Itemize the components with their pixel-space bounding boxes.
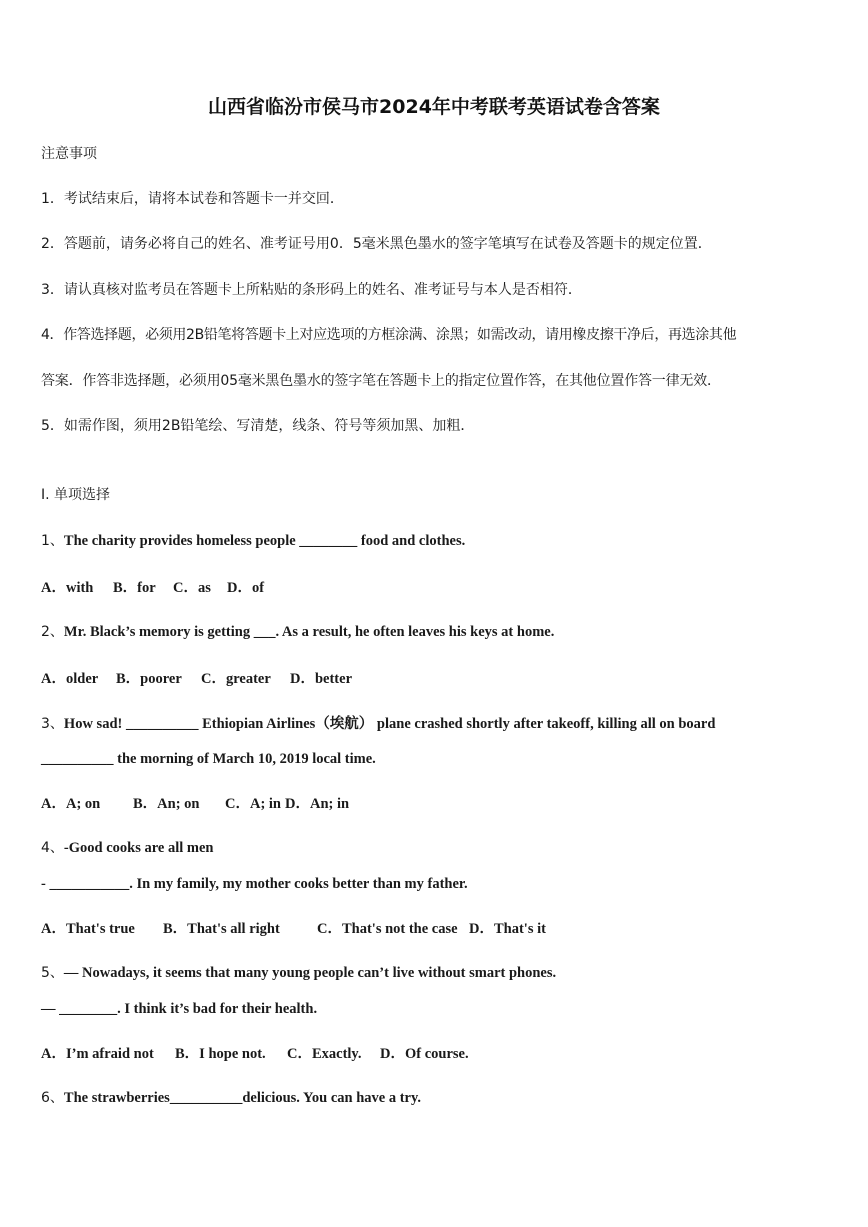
question-6 xyxy=(41,1087,421,1107)
option-b: B．That's all right xyxy=(163,921,280,937)
option-b: B．poorer xyxy=(116,671,182,687)
notice-item-2: 2．答题前，请务必将自己的姓名、准考证号用0．5毫米黑色墨水的签字笔填写在试卷及答题卡的规定位置． xyxy=(41,236,712,252)
notice-item-3: 3．请认真核对监考员在答题卡上所粘贴的条形码上的姓名、准考证号与本人是否相符． xyxy=(41,282,582,298)
option-a: A．A; on xyxy=(41,796,101,812)
question-text: Mr. Black’s memory is getting ___. As a result, he often leaves his keys at home. xyxy=(63,624,555,640)
question-number: 6、 xyxy=(41,1090,64,1106)
question-1-options xyxy=(41,576,264,597)
option-a: A．with xyxy=(41,580,94,596)
option-c: C．Exactly. xyxy=(287,1046,362,1062)
question-3 xyxy=(41,712,715,733)
option-c: C．as xyxy=(173,580,211,596)
option-d: D．An; in xyxy=(285,796,350,812)
question-5-options xyxy=(41,1042,469,1063)
notice-item-5: 5．如需作图，须用2B铅笔绘、写清楚，线条、符号等须加黑、加粗． xyxy=(41,418,475,434)
option-c: C．That's not the case xyxy=(317,921,458,937)
question-2 xyxy=(41,621,554,641)
option-c: C．A; in xyxy=(225,796,281,812)
question-4-options xyxy=(41,917,546,938)
question-4 xyxy=(41,837,213,857)
question-1 xyxy=(41,530,465,550)
question-text: How sad! __________ Ethiopian Airlines（埃航） plane crashed shortly after takeoff, killing all on board xyxy=(63,716,716,732)
option-b: B．for xyxy=(113,580,156,596)
notice-heading: 注意事项 xyxy=(41,146,97,162)
question-number: 1、 xyxy=(41,533,64,549)
question-number: 4、 xyxy=(41,840,64,856)
option-c: C．greater xyxy=(201,671,271,687)
question-text: -Good cooks are all men xyxy=(63,840,214,856)
option-d: D．better xyxy=(290,671,353,687)
question-number: 2、 xyxy=(41,624,64,640)
question-text: The charity provides homeless people ________ food and clothes. xyxy=(63,533,466,549)
question-5-line-2: — ________. I think it’s bad for their health. xyxy=(41,1001,318,1017)
option-a: A．I’m afraid not xyxy=(41,1046,154,1062)
question-number: 5、 xyxy=(41,965,64,981)
question-2-options xyxy=(41,667,352,688)
option-b: B．I hope not. xyxy=(175,1046,266,1062)
option-b: B．An; on xyxy=(133,796,200,812)
question-text: — Nowadays, it seems that many young people can’t live without smart phones. xyxy=(63,965,557,981)
question-5 xyxy=(41,962,556,982)
question-4-line-2: - ___________. In my family, my mother cooks better than my father. xyxy=(41,876,468,892)
option-a: A．older xyxy=(41,671,99,687)
option-a: A．That's true xyxy=(41,921,135,937)
page-title: 山西省临汾市侯马市2024年中考联考英语试卷含答案 xyxy=(208,96,660,118)
option-d: D．of xyxy=(227,580,265,596)
option-d: D．That's it xyxy=(469,921,546,937)
section-heading: Ⅰ. 单项选择 xyxy=(41,487,111,503)
notice-item-1: 1．考试结束后，请将本试卷和答题卡一并交回． xyxy=(41,191,344,207)
question-number: 3、 xyxy=(41,716,64,732)
question-3-line-2: __________ the morning of March 10, 2019 local time. xyxy=(41,751,376,767)
question-3-options xyxy=(41,792,349,813)
notice-item-4-line-1: 4．作答选择题，必须用2B铅笔将答题卡上对应选项的方框涂满、涂黑；如需改动，请用橡皮擦干净后，再选涂其他 xyxy=(41,327,737,343)
notice-item-4-line-2: 答案．作答非选择题，必须用05毫米黑色墨水的签字笔在答题卡上的指定位置作答，在其他位置作答一律无效． xyxy=(41,373,721,389)
option-d: D．Of course. xyxy=(380,1046,469,1062)
question-text: The strawberries__________delicious. You can have a try. xyxy=(63,1090,422,1106)
